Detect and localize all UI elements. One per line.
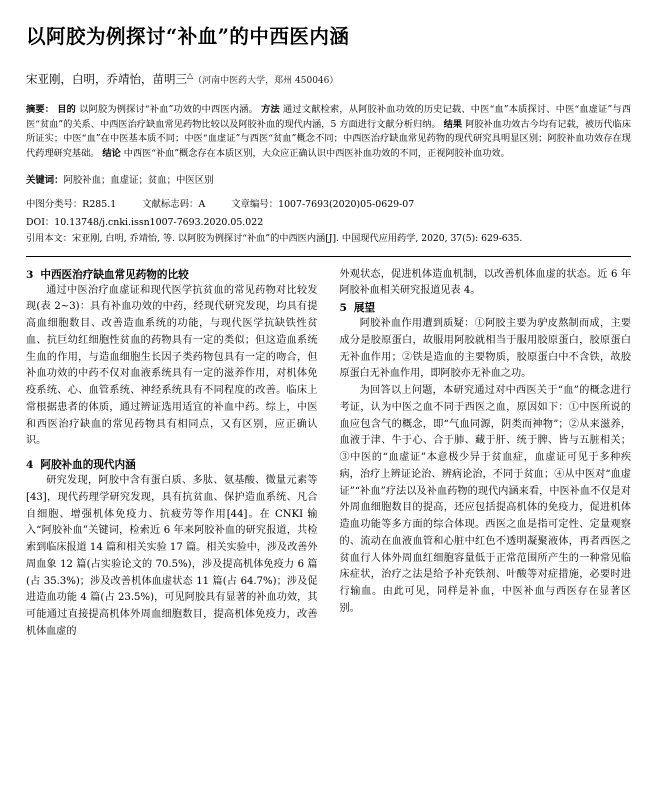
clc-label: 中图分类号： [26,199,83,211]
section-title-5: 展望 [353,302,376,315]
author-names: 宋亚刚，白明，乔靖怡，苗明三 [26,72,187,87]
section-5-paragraph-2: 为回答以上问题，本研究通过对中西医关于“血”的概念进行考证，认为中医之血不同于西医之血，原因如下：①中医所说的血应包含气的概念，即“气血同源，阴类而神物”；②从来滋养，血液于津、牛于心、合于肺、藏于肝、统于脾、皆与五脏相关；③中医的“血虚证”本意极少异于贫血症，血虚证可见于多种疾病，治疗上辨证论治、辨病论治，不同于贫血；④从中医对“血虚证”“补血”疗法以及补血药物的现代内涵来看，中医补血不仅是对外周血细胞数目的提高，还应包括提高机体的免疫力，促进机体造血功能等多方面的综合体现。西医之血是指可定性、定量观察的、流动在血液血管和心脏中红色不透明凝聚液体，再者西医之贫血行人体外周血红细胞容量低于正常范围所产生的一种常见临床症状，治疗之法是给予补充铁剂、叶酸等对症措施，必要时进行输血。由此可见，同样是补血，中医补血与西医存在显著区别。 [339,385,631,614]
author-line [26,70,631,88]
citation-value: 宋亚刚, 白明, 乔靖怡, 等. 以阿胶为例探讨“补血”的中西医内涵[J]. 中国现代应用药学, 2020, 37(5): 629-635. [71,233,523,245]
abstract [26,103,631,163]
abstract-results-label: 结果 [443,118,463,130]
section-heading-5 [340,300,632,315]
section-heading-4 [26,457,318,472]
right-column [340,267,632,641]
author-affiliation: （河南中医药大学，郑州 450046） [193,76,339,87]
keywords [26,173,631,188]
artno-value: 1007-7693(2020)05-0629-07 [278,199,415,211]
section-4-paragraph-1: 研究发现，阿胶中含有蛋白质、多肽、氨基酸、微量元素等[43]，现代药理学研究发现，具有抗贫血、保护造血系统、凡合自细胞、增强机体免疫力、抗疲劳等作用[44]。在 CNKI 输入“阿胶补血”关键词，检索近 6 年来阿胶补血的研究报道，共检索到临床报道 14 篇和相关实验 17 篇。相关实验中，涉及改善外周血象 12 篇(占实验论文的 70.5%)，涉及提高机体免疫力 6 篇(占 35.3%)；涉及改善机体血虚状态 11 篇(占 64.7%)；涉及促进造血功能 4 篇(占 23.5%)，可见阿胶具有显著的补血功效，其可能通过直接提高机体外周血细胞数目，提高机体免疫力，改善机体血虚的 [26,475,318,637]
abstract-results: 阿胶补血功效古今均有记载，被历代临床所证实；中医“血”在中医基本质不同；中医“血虚证”与西医“贫血”概念不同；中西医治疗缺血常见药物的现代研究具明显区别；阿胶补血功效存在现代药理研究基础。 [26,118,632,160]
artno-group [231,196,414,210]
abstract-conclusion: 中西医“补血”概念存在本质区别，大众应正确认识中西医补血功效的不同，正视阿胶补血功效。 [123,148,510,160]
citation-line [26,232,631,246]
header-divider [26,256,631,257]
section-title-4: 阿胶补血的现代内涵 [40,459,136,472]
citation-label: 引用本文： [26,233,72,245]
spacer [26,450,318,457]
abstract-objective-label: 目的 [57,103,77,115]
section-5-paragraph-1: 阿胶补血作用遭到质疑：①阿胶主要为驴皮熬制而成，主要成分是胶原蛋白，故服用阿胶就相当于服用胶原蛋白，胶原蛋白无补血作用；②铁是造血的主要物质，胶原蛋白中不含铁，故胶原蛋白无补血作用，即阿胶亦无补血之功。 [339,318,631,380]
doccode-group [142,196,205,210]
section-heading-3 [26,267,318,282]
section-number-4: 4 [26,459,34,472]
doi-line [26,214,631,228]
clc-value: R285.1 [82,199,117,211]
abstract-methods: 通过文献检索，从阿胶补血功效的历史记载、中医“血”本质探讨、中医“血虚证”与西医“贫血”的关系、中西医治疗缺血常见药物比较以及阿胶补血的现代内涵，5 方面进行文献分析归纳。 [26,103,632,130]
meta-line [26,196,631,210]
section-4-paragraph-continued: 外观状态，促进机体造血机制，以改善机体血虚的状态。近 6 年阿胶补血相关研究报道见表 4。 [339,268,631,297]
page-title: 以阿胶为例探讨“补血”的中西医内涵 [26,25,350,48]
left-column [26,267,318,641]
abstract-conclusion-label: 结论 [102,148,121,160]
doccode-label: 文献标志码： [142,199,199,211]
doccode-value: A [198,199,206,211]
abstract-label: 摘要： [26,103,55,115]
doi-value[interactable]: 10.13748/j.cnki.issn1007-7693.2020.05.022 [54,217,264,229]
section-number-5: 5 [339,302,347,315]
artno-label: 文章编号： [231,199,279,211]
section-number-3: 3 [26,268,34,281]
section-3-paragraph-1: 通过中医治疗血虚证和现代医学抗贫血的常见药物对比较发现(表 2~3)：具有补血功效的中药，经现代研究发现，均具有提高血细胞数目、改善造血系统的功能，与现代医学抗缺铁性贫血、抗巨幼红细胞性贫血的药物具有一定的类似；但这造血系统生血的作用，与造血细胞生长因子类药物包具有一定的吻合，但补血功效的中药不仅对血液系统具有一定的滋养作用，对机体免疫系统、心、血管系统、神经系统具有不同程度的改善。临床上常根据患者的体质，通过辨证选用适宜的补血中药。综上，中医和西医治疗缺血的常见药物具有相同点，又有区别，应正确认识。 [26,284,318,447]
abstract-methods-label: 方法 [261,103,280,115]
keywords-label: 关键词： [26,175,64,187]
clc-group [26,196,116,210]
doi-label: DOI： [26,217,55,229]
two-column-body [26,267,631,641]
abstract-objective: 以阿胶为例探讨“补血”功效的中西医内涵。 [79,103,258,115]
section-title-3: 中西医治疗缺血常见药物的比较 [40,268,189,281]
author-footnote-marker: △ [187,71,194,81]
keywords-value: 阿胶补血；血虚证；贫血；中医区别 [63,175,214,187]
